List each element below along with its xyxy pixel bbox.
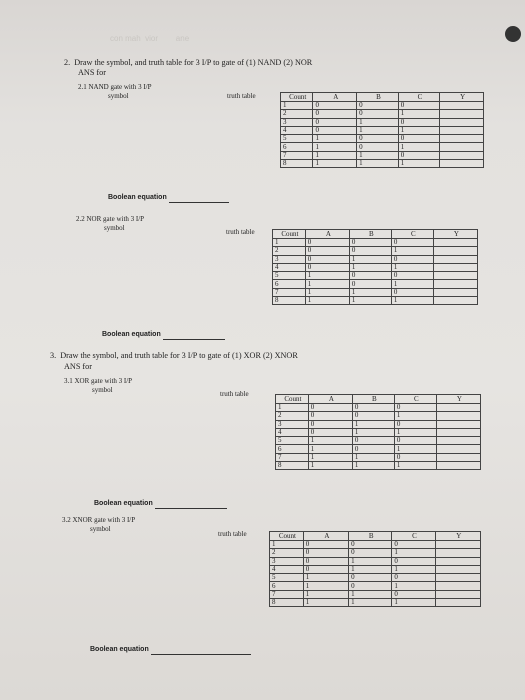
table-cell: 2 [273, 247, 306, 255]
table-cell: 6 [270, 582, 304, 590]
table-cell: 0 [352, 412, 394, 420]
table-cell: 0 [398, 118, 440, 126]
column-header: Count [270, 532, 304, 541]
output-cell[interactable] [435, 565, 480, 573]
table-cell: 8 [273, 297, 306, 305]
table-header-row [273, 230, 478, 239]
column-header: A [303, 532, 348, 541]
table-cell: 1 [352, 453, 394, 461]
table-cell: 0 [313, 102, 357, 110]
output-cell[interactable] [433, 288, 477, 296]
q3-ans-for: ANS for [64, 362, 92, 371]
table-cell: 3 [273, 255, 306, 263]
table-cell: 1 [349, 557, 392, 565]
q2-2-symbol-label: symbol [104, 224, 125, 232]
output-cell[interactable] [436, 437, 480, 445]
output-cell[interactable] [436, 420, 480, 428]
table-cell: 1 [392, 582, 435, 590]
table-row [273, 263, 478, 271]
table-cell: 0 [305, 263, 349, 271]
output-cell[interactable] [440, 102, 484, 110]
table-cell: 1 [394, 428, 436, 436]
column-header: Count [281, 93, 313, 102]
table-row [281, 143, 484, 151]
q3-number: 3. [50, 351, 57, 360]
table-cell: 1 [392, 599, 435, 607]
table-cell: 1 [357, 118, 399, 126]
table-cell: 1 [352, 462, 394, 470]
table-cell: 0 [357, 102, 399, 110]
table-header-row [270, 532, 481, 541]
output-cell[interactable] [435, 541, 480, 549]
table-cell: 1 [308, 437, 352, 445]
table-row [270, 574, 481, 582]
output-cell[interactable] [436, 412, 480, 420]
table-cell: 1 [305, 280, 349, 288]
table-cell: 0 [394, 437, 436, 445]
output-cell[interactable] [433, 280, 477, 288]
table-row [276, 404, 481, 412]
table-cell: 6 [281, 143, 313, 151]
table-row [281, 160, 484, 168]
table-cell: 1 [273, 239, 306, 247]
output-cell[interactable] [440, 160, 484, 168]
output-cell[interactable] [440, 126, 484, 134]
table-cell: 1 [349, 288, 391, 296]
table-cell: 0 [305, 239, 349, 247]
table-header-row [281, 93, 484, 102]
table-cell: 0 [394, 404, 436, 412]
column-header: B [349, 230, 391, 239]
table-cell: 0 [305, 255, 349, 263]
table-cell: 0 [391, 288, 433, 296]
q2-ans-for: ANS for [78, 68, 106, 77]
table-row [276, 420, 481, 428]
table-cell: 0 [349, 280, 391, 288]
truth-table-xor [275, 394, 481, 470]
table-cell: 5 [273, 272, 306, 280]
table-cell: 0 [349, 549, 392, 557]
truth-table-xnor [269, 531, 481, 607]
page-corner-mark [505, 26, 521, 42]
column-header: Count [273, 230, 306, 239]
q2-number: 2. [64, 58, 71, 67]
table-cell: 0 [357, 135, 399, 143]
table-cell: 0 [352, 445, 394, 453]
column-header: Count [276, 395, 309, 404]
q3-title: Draw the symbol, and truth table for 3 I/P to gate of (1) XOR (2) XNOR [60, 351, 298, 360]
q2-2-boolean-equation [102, 330, 225, 340]
column-header: A [313, 93, 357, 102]
q3-1-boolean-equation [94, 499, 227, 509]
table-cell: 1 [392, 549, 435, 557]
table-cell: 1 [357, 151, 399, 159]
table-cell: 7 [281, 151, 313, 159]
q3-2-truth-table-label: truth table [218, 530, 247, 538]
table-cell: 1 [270, 541, 304, 549]
table-cell: 0 [394, 420, 436, 428]
table-row [281, 110, 484, 118]
table-cell: 1 [398, 126, 440, 134]
table-cell: 4 [281, 126, 313, 134]
q2-2-eq-label: Boolean equation [102, 331, 161, 338]
table-cell: 0 [303, 565, 348, 573]
output-cell[interactable] [440, 143, 484, 151]
answer-blank[interactable] [151, 646, 251, 655]
truth-table-nand [280, 92, 484, 168]
output-cell[interactable] [436, 462, 480, 470]
table-cell: 0 [313, 126, 357, 134]
table-row [276, 445, 481, 453]
table-cell: 1 [349, 255, 391, 263]
table-cell: 1 [303, 574, 348, 582]
output-cell[interactable] [435, 574, 480, 582]
output-cell[interactable] [436, 404, 480, 412]
table-row [273, 288, 478, 296]
table-cell: 1 [352, 420, 394, 428]
q3-1-truth-table-label: truth table [220, 390, 249, 398]
table-cell: 1 [391, 263, 433, 271]
table-cell: 0 [392, 590, 435, 598]
table-cell: 0 [398, 151, 440, 159]
q3-1-symbol-label: symbol [92, 386, 113, 394]
table-cell: 0 [392, 557, 435, 565]
output-cell[interactable] [440, 110, 484, 118]
table-cell: 0 [308, 404, 352, 412]
table-cell: 1 [349, 263, 391, 271]
table-row [276, 453, 481, 461]
column-header: A [308, 395, 352, 404]
column-header: A [305, 230, 349, 239]
table-row [270, 590, 481, 598]
table-cell: 0 [308, 420, 352, 428]
table-cell: 1 [349, 590, 392, 598]
table-cell: 1 [303, 582, 348, 590]
truth-table-nor [272, 229, 478, 305]
table-cell: 0 [357, 143, 399, 151]
table-cell: 0 [308, 412, 352, 420]
table-cell: 1 [308, 462, 352, 470]
table-row [270, 541, 481, 549]
table-cell: 0 [394, 453, 436, 461]
column-header: Y [436, 395, 480, 404]
q3-1-title: 3.1 XOR gate with 3 I/P [64, 377, 133, 385]
table-cell: 0 [303, 557, 348, 565]
table-header-row [276, 395, 481, 404]
column-header: C [398, 93, 440, 102]
table-cell: 1 [308, 445, 352, 453]
output-cell[interactable] [436, 428, 480, 436]
q2-title: Draw the symbol, and truth table for 3 I/P to gate of (1) NAND (2) NOR [74, 58, 313, 67]
table-row [281, 118, 484, 126]
output-cell[interactable] [440, 118, 484, 126]
table-cell: 3 [281, 118, 313, 126]
output-cell[interactable] [435, 549, 480, 557]
table-cell: 1 [357, 160, 399, 168]
table-cell: 2 [281, 110, 313, 118]
table-cell: 0 [313, 118, 357, 126]
table-cell: 0 [349, 541, 392, 549]
answer-blank[interactable] [169, 194, 229, 203]
table-cell: 1 [305, 297, 349, 305]
table-row [270, 599, 481, 607]
table-cell: 7 [273, 288, 306, 296]
table-row [276, 437, 481, 445]
output-cell[interactable] [433, 297, 477, 305]
column-header: C [392, 532, 435, 541]
table-row [281, 102, 484, 110]
table-cell: 1 [394, 412, 436, 420]
table-cell: 1 [305, 272, 349, 280]
table-row [270, 557, 481, 565]
q2-1-title: 2.1 NAND gate with 3 I/P [78, 83, 152, 91]
table-cell: 5 [276, 437, 309, 445]
table-cell: 0 [303, 541, 348, 549]
table-cell: 3 [270, 557, 304, 565]
table-cell: 4 [276, 428, 309, 436]
table-cell: 4 [273, 263, 306, 271]
q2-1-symbol-label: symbol [108, 92, 129, 100]
table-row [270, 549, 481, 557]
table-cell: 7 [276, 453, 309, 461]
table-cell: 1 [391, 247, 433, 255]
column-header: Y [433, 230, 477, 239]
table-cell: 1 [313, 160, 357, 168]
table-row [281, 151, 484, 159]
table-cell: 5 [281, 135, 313, 143]
table-cell: 1 [349, 565, 392, 573]
table-cell: 3 [276, 420, 309, 428]
table-cell: 8 [270, 599, 304, 607]
q2-2-title: 2.2 NOR gate with 3 I/P [76, 215, 145, 223]
table-cell: 0 [398, 135, 440, 143]
output-cell[interactable] [433, 263, 477, 271]
answer-blank[interactable] [155, 500, 227, 509]
table-row [273, 272, 478, 280]
output-cell[interactable] [433, 255, 477, 263]
table-row [276, 462, 481, 470]
column-header: C [391, 230, 433, 239]
q3-2-symbol-label: symbol [90, 525, 111, 533]
table-cell: 8 [276, 462, 309, 470]
table-cell: 1 [398, 143, 440, 151]
table-cell: 0 [349, 247, 391, 255]
table-cell: 1 [313, 135, 357, 143]
q3-2-title: 3.2 XNOR gate with 3 I/P [62, 516, 136, 524]
output-cell[interactable] [436, 453, 480, 461]
column-header: B [349, 532, 392, 541]
table-cell: 0 [349, 582, 392, 590]
table-cell: 1 [398, 160, 440, 168]
table-cell: 0 [349, 574, 392, 582]
table-cell: 0 [398, 102, 440, 110]
table-cell: 5 [270, 574, 304, 582]
table-cell: 4 [270, 565, 304, 573]
output-cell[interactable] [433, 239, 477, 247]
table-cell: 1 [357, 126, 399, 134]
table-cell: 1 [303, 590, 348, 598]
table-cell: 0 [352, 437, 394, 445]
table-cell: 1 [313, 143, 357, 151]
output-cell[interactable] [433, 247, 477, 255]
table-cell: 0 [352, 404, 394, 412]
table-row [270, 565, 481, 573]
table-cell: 1 [398, 110, 440, 118]
output-cell[interactable] [433, 272, 477, 280]
output-cell[interactable] [435, 590, 480, 598]
table-row [281, 135, 484, 143]
table-cell: 1 [303, 599, 348, 607]
table-row [270, 582, 481, 590]
q2-1-boolean-equation [108, 193, 229, 203]
table-cell: 0 [305, 247, 349, 255]
table-cell: 0 [308, 428, 352, 436]
table-cell: 1 [352, 428, 394, 436]
table-cell: 0 [313, 110, 357, 118]
output-cell[interactable] [435, 599, 480, 607]
table-cell: 1 [349, 297, 391, 305]
q2-1-truth-table-label: truth table [227, 92, 256, 100]
table-cell: 1 [394, 462, 436, 470]
table-cell: 0 [349, 239, 391, 247]
table-cell: 6 [276, 445, 309, 453]
table-cell: 1 [391, 297, 433, 305]
q2-heading [64, 58, 312, 68]
table-cell: 7 [270, 590, 304, 598]
q3-2-boolean-equation [90, 645, 251, 655]
column-header: Y [435, 532, 480, 541]
table-cell: 0 [391, 255, 433, 263]
output-cell[interactable] [435, 557, 480, 565]
output-cell[interactable] [440, 151, 484, 159]
table-cell: 8 [281, 160, 313, 168]
table-cell: 2 [270, 549, 304, 557]
table-row [273, 247, 478, 255]
q3-heading [50, 351, 298, 361]
q2-2-truth-table-label: truth table [226, 228, 255, 236]
table-cell: 1 [305, 288, 349, 296]
table-row [273, 297, 478, 305]
column-header: Y [440, 93, 484, 102]
table-cell: 0 [357, 110, 399, 118]
table-cell: 1 [394, 445, 436, 453]
table-row [273, 239, 478, 247]
table-cell: 6 [273, 280, 306, 288]
bleed-through-text: con mah vior ane [110, 34, 190, 43]
table-cell: 0 [392, 541, 435, 549]
answer-blank[interactable] [163, 331, 225, 340]
q2-1-eq-label: Boolean equation [108, 194, 167, 201]
column-header: B [352, 395, 394, 404]
output-cell[interactable] [436, 445, 480, 453]
table-cell: 1 [313, 151, 357, 159]
table-cell: 2 [276, 412, 309, 420]
q3-1-eq-label: Boolean equation [94, 500, 153, 507]
table-row [273, 255, 478, 263]
table-cell: 0 [349, 272, 391, 280]
table-cell: 1 [276, 404, 309, 412]
table-cell: 0 [391, 272, 433, 280]
table-cell: 0 [391, 239, 433, 247]
table-cell: 1 [391, 280, 433, 288]
table-cell: 1 [392, 565, 435, 573]
table-cell: 0 [392, 574, 435, 582]
table-cell: 1 [281, 102, 313, 110]
table-cell: 0 [303, 549, 348, 557]
q3-2-eq-label: Boolean equation [90, 646, 149, 653]
table-row [273, 280, 478, 288]
column-header: C [394, 395, 436, 404]
output-cell[interactable] [440, 135, 484, 143]
table-row [276, 428, 481, 436]
table-row [281, 126, 484, 134]
output-cell[interactable] [435, 582, 480, 590]
table-cell: 1 [349, 599, 392, 607]
table-cell: 1 [308, 453, 352, 461]
column-header: B [357, 93, 399, 102]
table-row [276, 412, 481, 420]
